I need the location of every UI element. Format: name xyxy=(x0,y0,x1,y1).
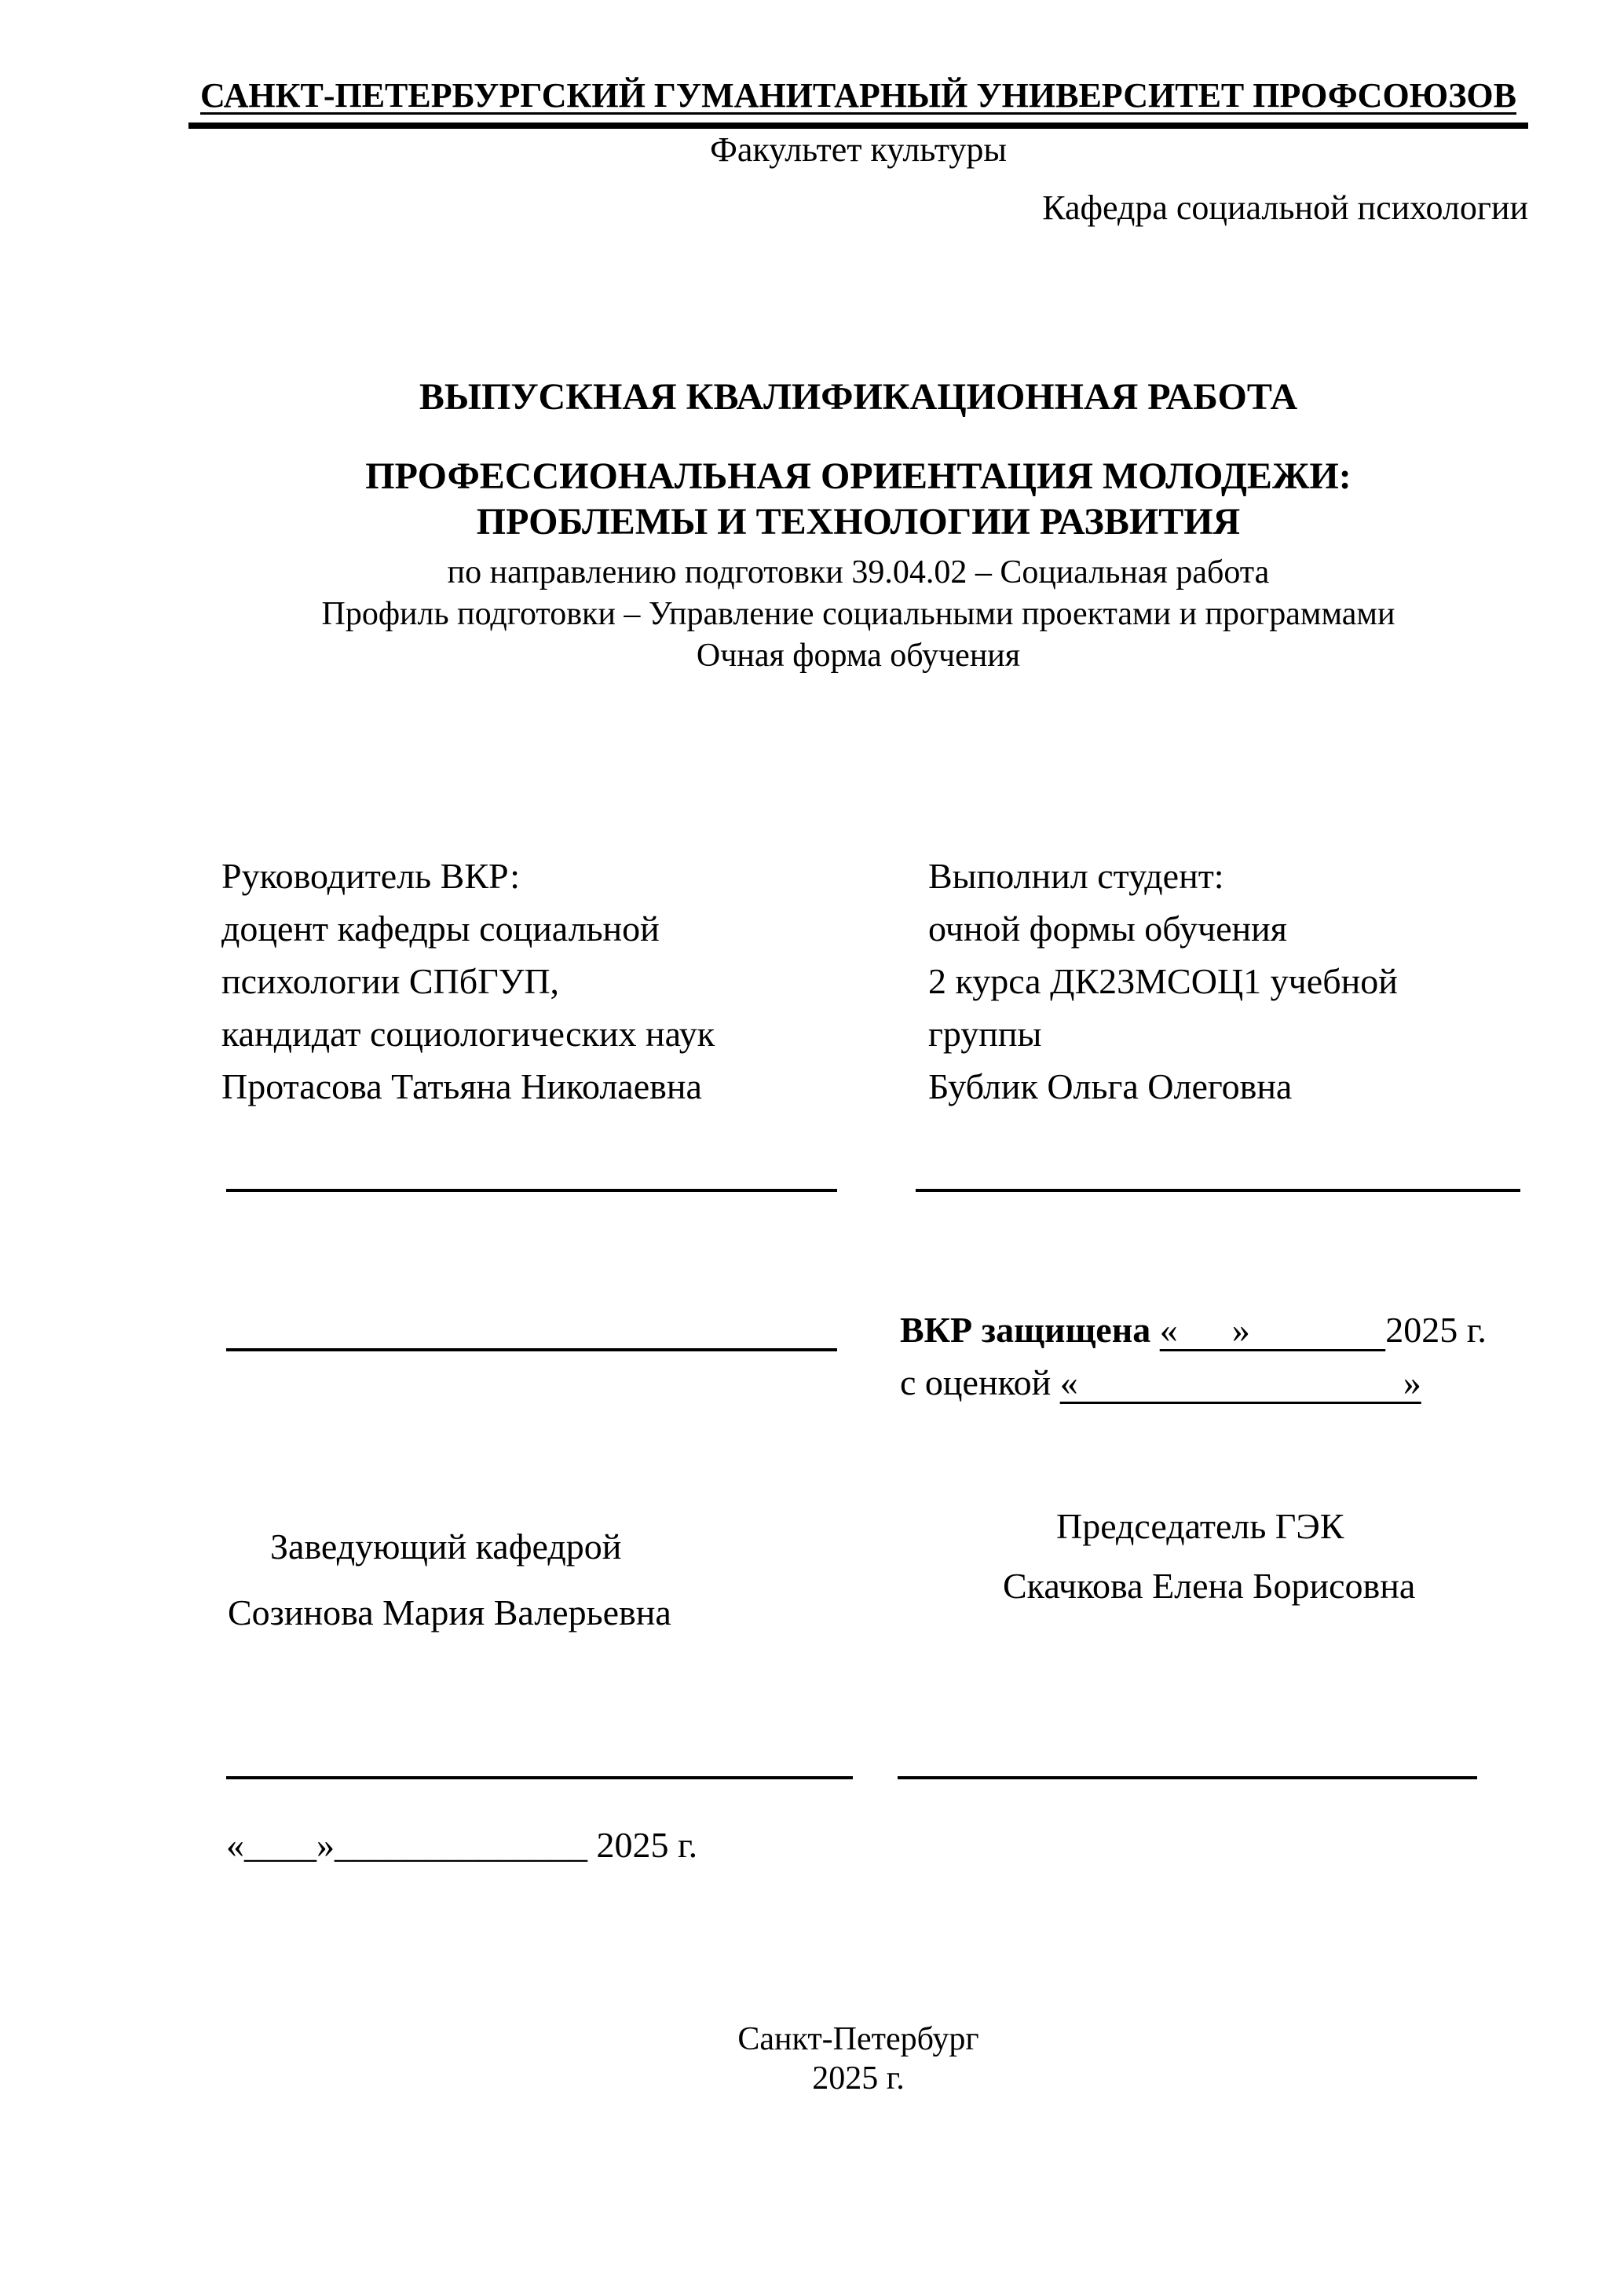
footer-year: 2025 г. xyxy=(812,2060,905,2097)
profile-line: Профиль подготовки – Управление социальными проектами и программами xyxy=(321,596,1395,632)
work-type-heading: ВЫПУСКНАЯ КВАЛИФИКАЦИОННАЯ РАБОТА xyxy=(419,376,1298,418)
defense-label: ВКР защищена xyxy=(900,1310,1151,1350)
gek-chair-name: Скачкова Елена Борисовна xyxy=(1003,1566,1416,1606)
dept-head-role: Заведующий кафедрой xyxy=(270,1526,622,1567)
supervisor-position-line1: доцент кафедры социальной xyxy=(221,909,660,949)
university-name: САНКТ-ПЕТЕРБУРГСКИЙ ГУМАНИТАРНЫЙ УНИВЕРСИТЕТ ПРОФСОЮЗОВ xyxy=(199,76,1517,115)
defense-date-blank: « » xyxy=(1159,1310,1386,1350)
supervisor-name: Протасова Татьяна Николаевна xyxy=(221,1066,702,1106)
header-rule xyxy=(188,122,1528,129)
defense-grade-line xyxy=(900,1356,1487,1409)
direction-line: по направлению подготовки 39.04.02 – Социальная работа xyxy=(447,554,1270,590)
dept-head-name: Созинова Мария Валерьевна xyxy=(228,1592,671,1632)
footer xyxy=(188,2020,1528,2098)
gek-chair-role: Председатель ГЭК xyxy=(1056,1506,1344,1546)
thesis-title-line1: ПРОФЕССИОНАЛЬНАЯ ОРИЕНТАЦИЯ МОЛОДЕЖИ: xyxy=(365,455,1352,497)
dept-head-signature-line xyxy=(226,1776,853,1779)
student-group-line1: 2 курса ДК23МСОЦ1 учебной xyxy=(928,961,1398,1001)
signing-date-line: «____»______________ 2025 г. xyxy=(226,1825,698,1865)
supervisor-position-line2: психологии СПбГУП, xyxy=(221,961,560,1001)
student-name: Бублик Ольга Олеговна xyxy=(928,1066,1293,1106)
grade-label: с оценкой xyxy=(900,1362,1052,1402)
supervisor-block xyxy=(221,850,715,1113)
student-role: Выполнил студент: xyxy=(928,856,1224,896)
supervisor-role: Руководитель ВКР: xyxy=(221,856,521,896)
faculty-name: Факультет культуры xyxy=(710,130,1007,169)
defense-year: 2025 г. xyxy=(1385,1310,1487,1350)
supervisor-signature-line xyxy=(226,1189,837,1192)
department-name: Кафедра социальной психологии xyxy=(1042,188,1528,227)
supervisor-signature-line-2 xyxy=(226,1348,837,1351)
student-group-line2: группы xyxy=(928,1014,1042,1054)
gek-chair-signature-line xyxy=(898,1776,1477,1779)
program-info xyxy=(188,552,1528,677)
defense-date-line xyxy=(900,1303,1487,1356)
footer-city: Санкт-Петербург xyxy=(737,2021,979,2057)
study-form-line: Очная форма обучения xyxy=(696,638,1021,674)
student-signature-line xyxy=(916,1189,1520,1192)
student-study-form: очной формы обучения xyxy=(928,909,1287,949)
grade-blank: « » xyxy=(1059,1362,1421,1402)
thesis-title-line2: ПРОБЛЕМЫ И ТЕХНОЛОГИИ РАЗВИТИЯ xyxy=(476,501,1241,543)
supervisor-degree: кандидат социологических наук xyxy=(221,1014,715,1054)
student-block xyxy=(928,850,1398,1113)
defense-block xyxy=(900,1303,1487,1409)
thesis-title xyxy=(188,454,1528,545)
